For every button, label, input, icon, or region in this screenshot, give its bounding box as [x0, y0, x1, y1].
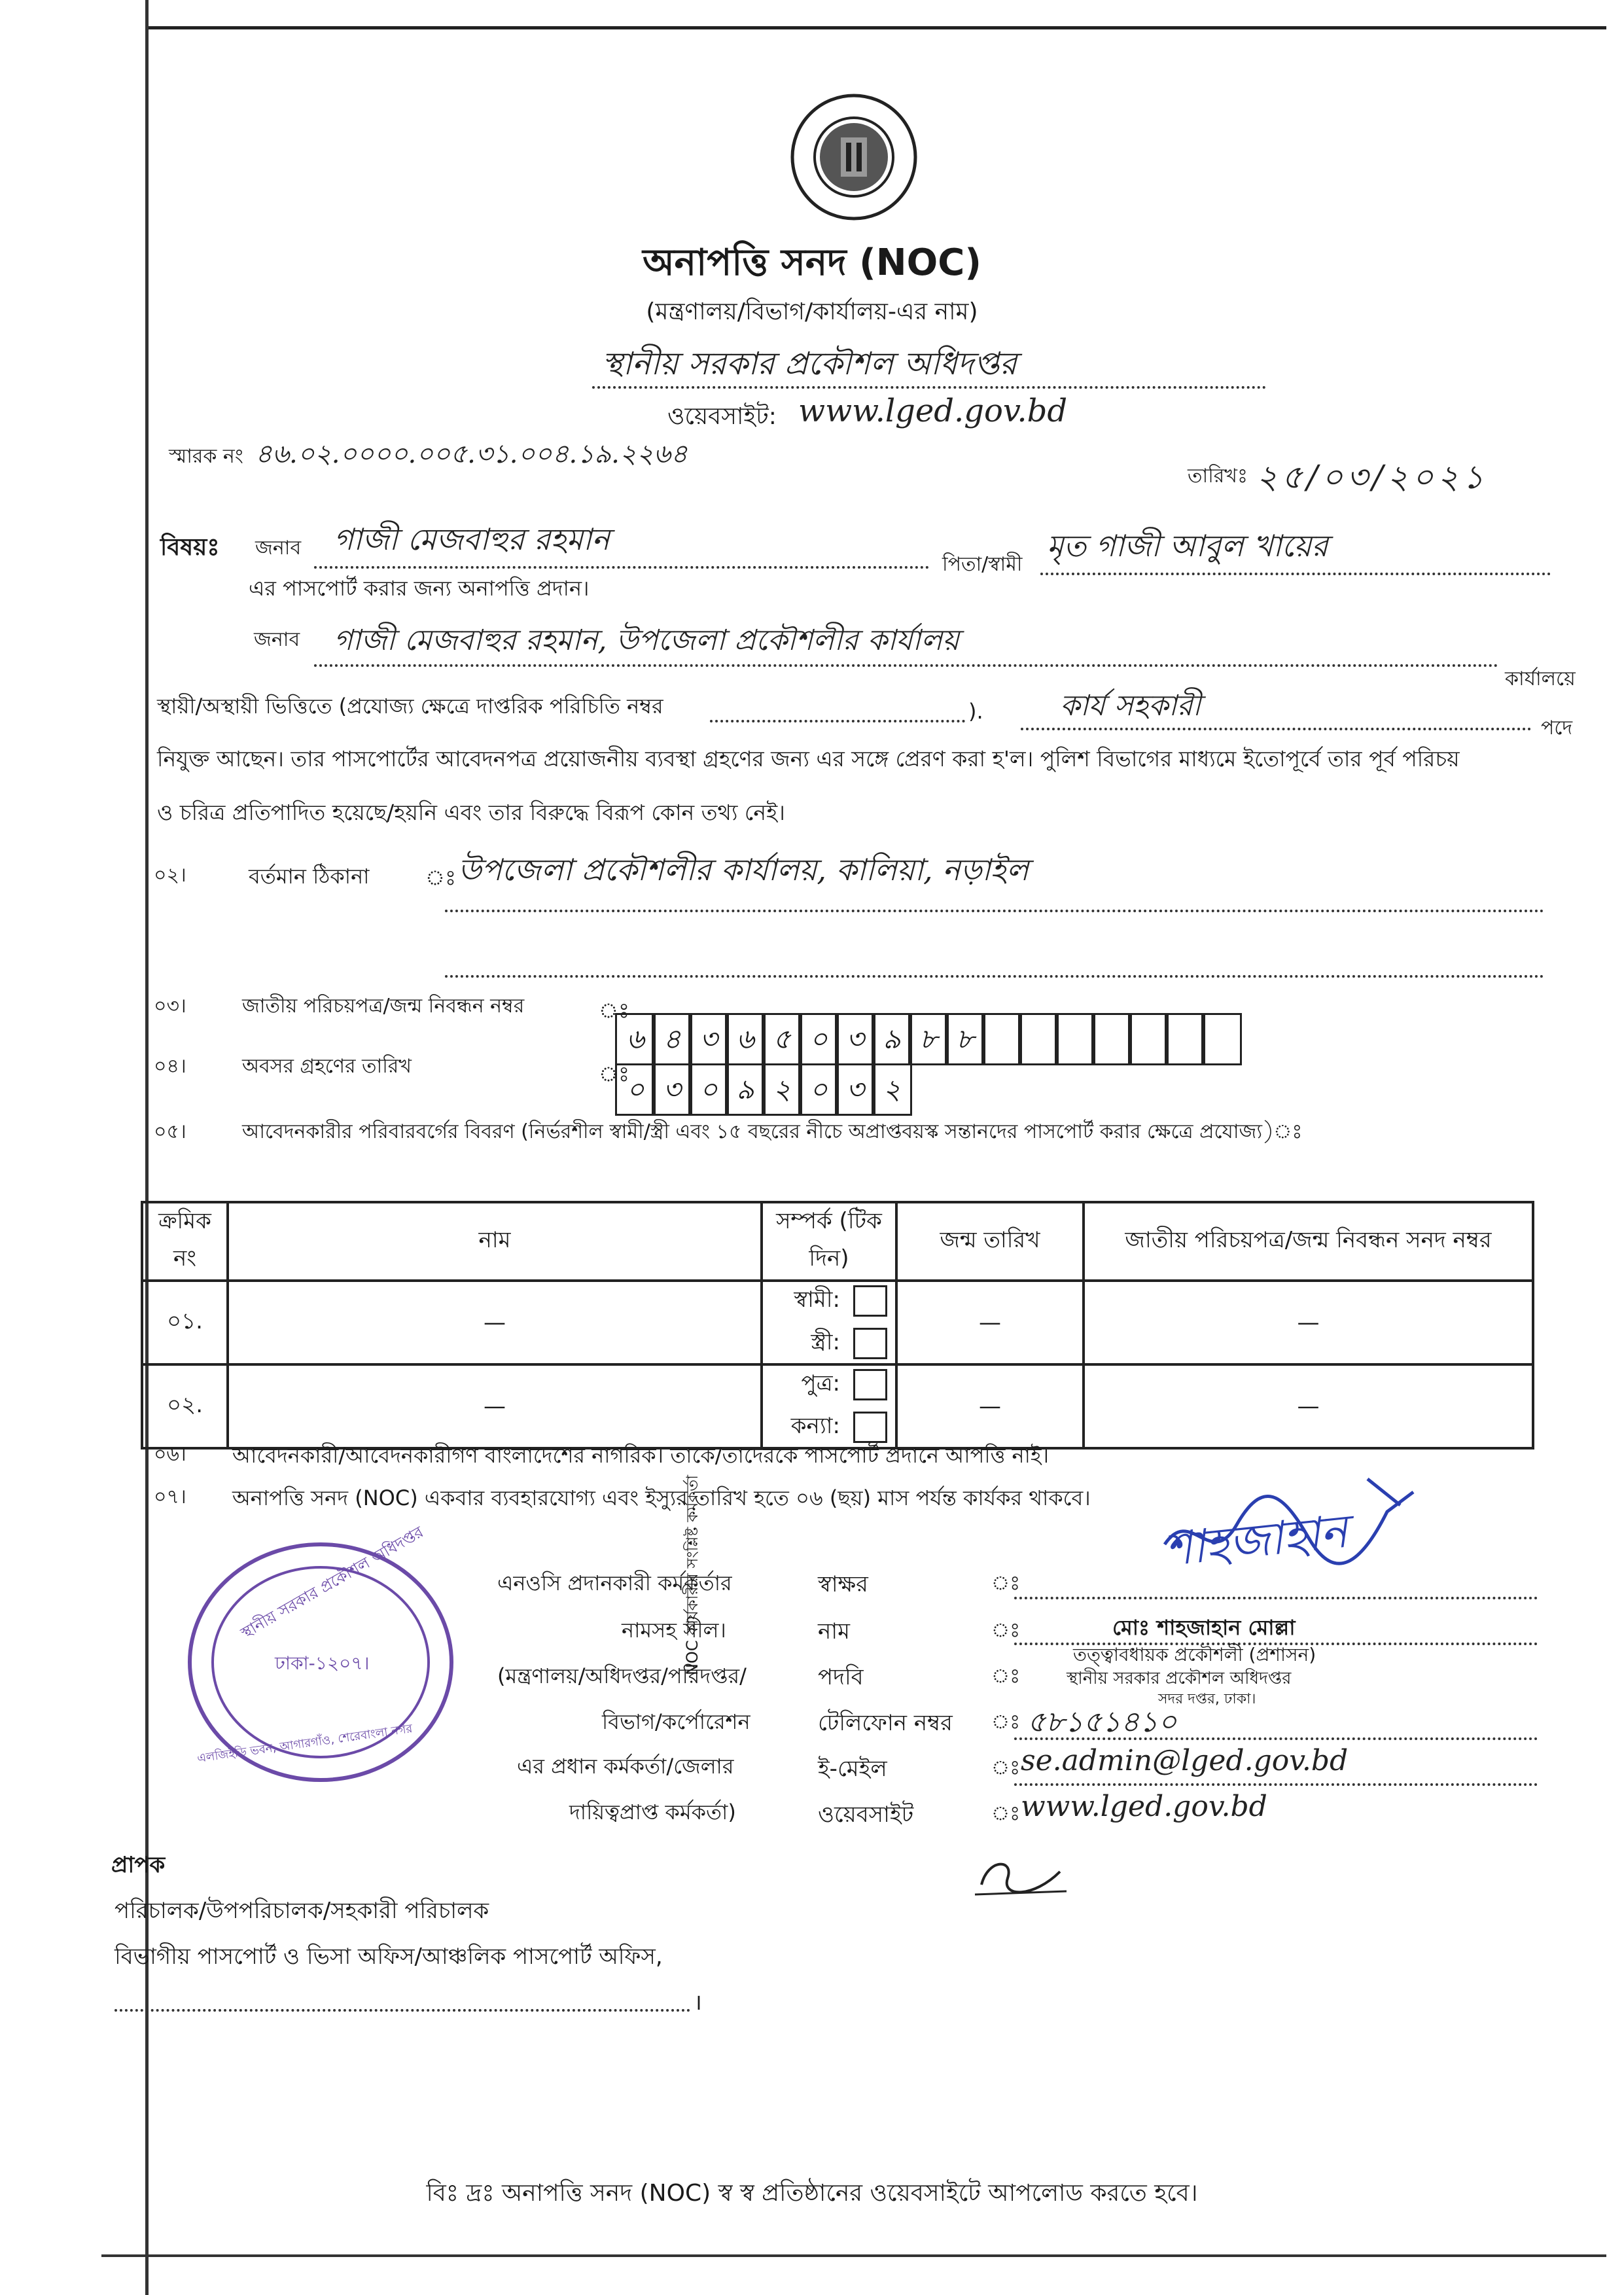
address-line-1 — [445, 910, 1544, 912]
office-suffix: কার্যালয়ে — [1505, 667, 1576, 690]
subject-label: বিষয়ঃ — [160, 534, 220, 561]
field-label-designation: পদবি — [818, 1664, 864, 1690]
top-border — [147, 26, 1606, 29]
item04-colon: ঃ — [599, 1061, 630, 1086]
nid-digit — [1165, 1013, 1205, 1065]
office-round-stamp — [183, 1522, 458, 1787]
officer-phone: ৫৮১৫১৪১০ — [1027, 1705, 1177, 1739]
colon-2: ঃ — [991, 1619, 1021, 1642]
retire-digit: ৩ — [835, 1063, 875, 1116]
signatory-desc-4: বিভাগ/কর্পোরেশন — [602, 1709, 750, 1734]
side-vertical-stamp: NOC কার্যকারীর সংশ্লিষ্ট কর্মকর্তা — [683, 1474, 701, 1675]
subject-mr-label: জনাব — [255, 537, 302, 560]
nid-digit — [1201, 1013, 1242, 1065]
recipient-line-3-end: । — [694, 1989, 702, 2016]
field-label-email: ই-মেইল — [818, 1756, 887, 1782]
nid-digit: ৬ — [725, 1013, 766, 1065]
website-label: ওয়েবসাইট: — [667, 403, 777, 430]
nid-digit: ৮ — [945, 1013, 985, 1065]
office-value-line — [314, 664, 1498, 667]
page-subtitle: (মন্ত্রণালয়/বিভাগ/কার্যালয়-এর নাম) — [646, 298, 978, 325]
daughter-checkbox[interactable] — [853, 1412, 887, 1443]
relation-daughter-label: কন্যা: — [790, 1413, 840, 1439]
nid-digit: ৯ — [872, 1013, 912, 1065]
item06-number: ০৬। — [154, 1443, 186, 1466]
retire-digit: ৯ — [725, 1063, 766, 1116]
nid-digit — [1018, 1013, 1059, 1065]
retire-digit: ২ — [762, 1063, 802, 1116]
father-label: পিতা/স্বামী — [942, 553, 1023, 576]
bottom-border — [101, 2254, 1606, 2257]
nid-digit — [1128, 1013, 1169, 1065]
item05-number: ০৫। — [154, 1120, 186, 1143]
recipient-label: প্রাপক — [111, 1852, 166, 1878]
body-para1: নিযুক্ত আছেন। তার পাসপোর্টের আবেদনপত্র প্রয়োজনীয় ব্যবস্থা গ্রহণের জন্য এর সঙ্গে প্রেরণ করা হ'ল। পুলিশ বিভাগের মাধ্যমে ইতোপূর্বে তার পূর্ব পরিচয় — [157, 746, 1460, 772]
basis-close: ). — [968, 699, 983, 724]
header-name: নাম — [228, 1202, 762, 1281]
row-nid: — — [1084, 1364, 1533, 1448]
item02-number: ০২। — [154, 864, 186, 887]
item02-label: বর্তমান ঠিকানা — [249, 864, 370, 889]
family-table-header — [142, 1202, 1533, 1281]
phone-line — [1014, 1737, 1538, 1740]
officer-name: মোঃ শাহজাহান মোল্লা — [1112, 1615, 1296, 1640]
signatory-desc-2: নামসহ সীল। — [622, 1618, 726, 1643]
designation-line — [1021, 728, 1531, 730]
officer-website: www.lged.gov.bd — [1021, 1790, 1267, 1823]
father-name-line — [1040, 573, 1551, 575]
retirement-date-boxes — [615, 1063, 916, 1116]
row-serial: ০২. — [142, 1364, 228, 1448]
row-serial: ০১. — [142, 1281, 228, 1364]
signatory-desc-1: এনওসি প্রদানকারী কর্মকর্তার — [497, 1571, 732, 1595]
officer-designation: তত্ত্বাবধায়ক প্রকৌশলী (প্রশাসন) — [1073, 1644, 1316, 1665]
signature: শাহজাহান — [1162, 1504, 1350, 1577]
header-nid: জাতীয় পরিচয়পত্র/জন্ম নিবন্ধন সনদ নম্বর — [1084, 1202, 1533, 1281]
recipient-line-2: বিভাগীয় পাসপোর্ট ও ভিসা অফিস/আঞ্চলিক পাসপোর্ট অফিস, — [115, 1944, 663, 1970]
website-value: www.lged.gov.bd — [798, 393, 1068, 429]
date-label: তারিখঃ — [1188, 465, 1248, 488]
office-name: স্থানীয় সরকার প্রকৌশল অধিদপ্তর — [602, 346, 1017, 382]
officer-hq: সদর দপ্তর, ঢাকা। — [1158, 1691, 1256, 1707]
row-relation — [762, 1364, 896, 1448]
subject-line2: এর পাসপোর্ট করার জন্য অনাপত্তি প্রদান। — [249, 576, 590, 601]
retire-digit: ০ — [798, 1063, 839, 1116]
item07-text: অনাপত্তি সনদ (NOC) একবার ব্যবহারযোগ্য এবং ইস্যুর তারিখ হতে ০৬ (ছয়) মাস পর্যন্ত কার্যকর থাকবে। — [232, 1486, 1091, 1510]
recipient-line-3 — [115, 2009, 690, 2012]
current-address: উপজেলা প্রকৌশলীর কার্যালয়, কালিয়া, নড়াইল — [458, 852, 1029, 887]
relation-husband-label: স্বামী: — [794, 1287, 840, 1313]
husband-checkbox[interactable] — [853, 1285, 887, 1317]
item05-label: আবেদনকারীর পরিবারবর্গের বিবরণ (নির্ভরশীল স্বামী/স্ত্রী এবং ১৫ বছরের নীচে অপ্রাপ্তবয়স্ক সন্তানদের পাসপোর্ট করার ক্ষেত্রে প্রযোজ্য)ঃ — [242, 1120, 1303, 1143]
table-row — [142, 1281, 1533, 1364]
son-checkbox[interactable] — [853, 1369, 887, 1400]
nid-digit — [1091, 1013, 1132, 1065]
item03-number: ০৩। — [154, 995, 186, 1018]
family-table — [141, 1201, 1534, 1450]
stamp-line-3: এলজিইডি ভবন, আগারগাঁও, শেরেবাংলা নগর — [196, 1722, 414, 1766]
basis-text: স্থায়ী/অস্থায়ী ভিত্তিতে (প্রযোজ্য ক্ষেত্রে দাপ্তরিক পরিচিতি নম্বর — [157, 694, 663, 719]
office-value: গাজী মেজবাহুর রহমান, উপজেলা প্রকৌশলীর কার্যালয় — [334, 624, 960, 657]
header-relation: সম্পর্ক (টিক দিন) — [762, 1202, 896, 1281]
memo-value: ৪৬.০২.০০০০.০০৫.৩১.০০৪.১৯.২২৬৪ — [255, 439, 688, 469]
initial-scribble — [968, 1845, 1073, 1904]
colon-4: ঃ — [991, 1711, 1021, 1734]
recipient-line-1: পরিচালক/উপপরিচালক/সহকারী পরিচালক — [115, 1898, 489, 1924]
field-label-name: নাম — [818, 1618, 851, 1645]
colon-1: ঃ — [991, 1572, 1021, 1595]
relation-wife-label: স্ত্রী: — [811, 1329, 840, 1355]
father-name: মৃত গাজী আবুল খায়ের — [1047, 528, 1328, 563]
page-title: অনাপত্তি সনদ (NOC) — [643, 241, 981, 284]
field-label-signature: স্বাক্ষর — [818, 1571, 868, 1597]
nid-digit: ৫ — [762, 1013, 802, 1065]
item06-text: আবেদনকারী/আবেদনকারীগণ বাংলাদেশের নাগরিক। তাকে/তাদেরকে পাসপোর্ট প্রদানে আপত্তি নাই। — [232, 1443, 1050, 1468]
row-dob: — — [896, 1364, 1084, 1448]
nid-digit: ৬ — [615, 1013, 656, 1065]
signature-line — [1014, 1597, 1538, 1599]
signatory-desc-6: দায়িত্বপ্রাপ্ত কর্মকর্তা) — [569, 1800, 736, 1824]
item04-label: অবসর গ্রহণের তারিখ — [242, 1055, 412, 1078]
item03-colon: ঃ — [599, 998, 630, 1023]
nid-digit: ৪ — [652, 1013, 692, 1065]
item07-number: ০৭। — [154, 1486, 186, 1508]
stamp-line-2: ঢাকা-১২০৭। — [275, 1652, 370, 1674]
colon-3: ঃ — [991, 1665, 1021, 1688]
nid-digit-boxes — [615, 1013, 1544, 1065]
signature-scribble — [1152, 1466, 1426, 1584]
table-row — [142, 1364, 1533, 1448]
row-name: — — [228, 1364, 762, 1448]
item04-number: ০৪। — [154, 1055, 186, 1078]
row-name: — — [228, 1281, 762, 1364]
header-dob: জন্ম তারিখ — [896, 1202, 1084, 1281]
officer-email: se.admin@lged.gov.bd — [1021, 1744, 1349, 1777]
retire-digit: ৩ — [652, 1063, 692, 1116]
colon-5: ঃ — [991, 1756, 1021, 1779]
relation-son-label: পুত্র: — [801, 1370, 840, 1397]
body-para2: ও চরিত্র প্রতিপাদিত হয়েছে/হয়নি এবং তার বিরুদ্ধে বিরূপ কোন তথ্য নেই। — [157, 800, 785, 825]
address-line-2 — [445, 975, 1544, 978]
office-name-line — [592, 386, 1266, 389]
body-mr-label: জনাব — [254, 628, 300, 651]
item02-colon: ঃ — [425, 865, 457, 890]
field-label-phone: টেলিফোন নম্বর — [818, 1710, 953, 1736]
row-nid: — — [1084, 1281, 1533, 1364]
retire-digit: ০ — [688, 1063, 729, 1116]
field-label-website: ওয়েবসাইট — [818, 1802, 914, 1828]
signatory-desc-3: (মন্ত্রণালয়/অধিদপ্তর/পরিদপ্তর/ — [497, 1663, 747, 1688]
email-line — [1014, 1783, 1538, 1786]
applicant-name: গাজী মেজবাহুর রহমান — [334, 522, 610, 557]
header-serial: ক্রমিক নং — [142, 1202, 228, 1281]
retire-digit: ০ — [615, 1063, 656, 1116]
signatory-desc-5: এর প্রধান কর্মকর্তা/জেলার — [517, 1754, 734, 1779]
officer-dept: স্থানীয় সরকার প্রকৌশল অধিদপ্তর — [1067, 1669, 1292, 1688]
row-relation — [762, 1281, 896, 1364]
basis-line — [710, 720, 965, 722]
nid-digit — [1055, 1013, 1095, 1065]
nid-digit: ৩ — [835, 1013, 875, 1065]
nid-digit: ৩ — [688, 1013, 729, 1065]
memo-label: স্মারক নং — [169, 445, 243, 468]
post-suffix: পদে — [1541, 717, 1573, 739]
nid-digit: ০ — [798, 1013, 839, 1065]
date-value: ২৫/০৩/২০২১ — [1256, 458, 1488, 496]
stamp-line-1: স্থানীয় সরকার প্রকৌশল অধিদপ্তর — [238, 1522, 427, 1643]
nid-digit: ৮ — [908, 1013, 949, 1065]
row-dob: — — [896, 1281, 1084, 1364]
wife-checkbox[interactable] — [853, 1328, 887, 1359]
government-emblem — [788, 92, 919, 222]
nid-digit — [981, 1013, 1022, 1065]
applicant-name-line — [314, 566, 929, 569]
colon-6: ঃ — [991, 1802, 1021, 1825]
footer-note: বিঃ দ্রঃ অনাপত্তি সনদ (NOC) স্ব স্ব প্রতিষ্ঠানের ওয়েবসাইটে আপলোড করতে হবে। — [426, 2180, 1198, 2207]
designation-value: কার্য সহকারী — [1060, 689, 1201, 722]
item03-label: জাতীয় পরিচয়পত্র/জন্ম নিবন্ধন নম্বর — [242, 995, 525, 1018]
retire-digit: ২ — [872, 1063, 912, 1116]
